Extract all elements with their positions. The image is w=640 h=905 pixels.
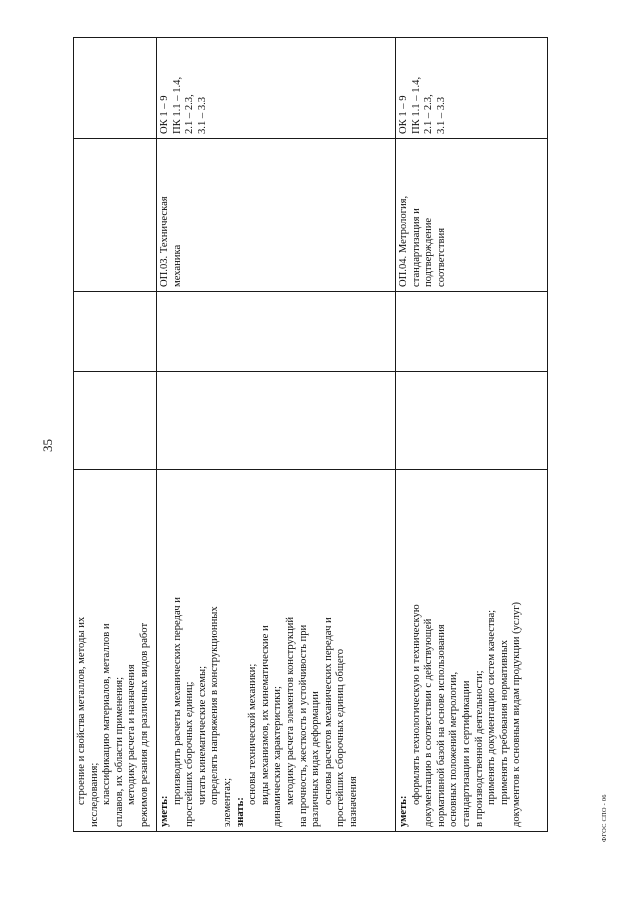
rotated-page: [40, 37, 608, 842]
content-line: основных положений метрологии,: [448, 671, 460, 827]
discipline-cell-row-2: [159, 196, 184, 287]
content-line: на прочность, жесткость и устойчивость при: [297, 624, 309, 827]
content-line: различных видах деформации: [310, 691, 322, 827]
content-line: простейших сборочных единиц общего: [335, 648, 347, 827]
content-line: в производственной деятельности;: [473, 670, 485, 827]
column-divider: [73, 469, 548, 470]
content-line: читать кинематические схемы;: [196, 665, 208, 805]
discipline-line: ОП.04. Метрология,: [398, 195, 409, 287]
footer-code: ФГОС СПО - 06: [601, 794, 608, 842]
content-line: назначения: [347, 776, 359, 827]
row-divider: [395, 37, 396, 832]
content-line: основы технической механики;: [247, 663, 259, 805]
content-line: простейших сборочных единиц;: [184, 681, 196, 827]
discipline-line: стандартизация и: [410, 208, 422, 287]
competence-line: ПК 1.1 – 1.4,: [410, 76, 422, 134]
content-line: режимов резания для различных видов работ: [138, 622, 150, 827]
content-line: методику расчета элементов конструкций: [284, 616, 296, 805]
table-border-bottom: [547, 37, 548, 832]
discipline-line: ОП.03. Техническая: [159, 196, 170, 287]
content-line: нормативной базой на основе использования: [435, 624, 447, 827]
competence-line: 2.1 – 2.3,: [423, 94, 435, 134]
competence-cell-row-3: [398, 77, 448, 134]
row-divider: [156, 37, 157, 832]
competence-line: 3.1 – 3.3: [196, 96, 208, 134]
content-line: методику расчета и назначения: [126, 664, 138, 805]
content-line: основы расчетов механических передач и: [322, 617, 334, 805]
content-line: классификацию материалов, металлов и: [101, 623, 113, 805]
competence-cell-row-2: [159, 77, 209, 134]
discipline-line: соответствия: [435, 227, 447, 287]
skills-heading: уметь:: [398, 795, 409, 827]
content-line: исследования;: [88, 762, 100, 827]
content-line: документов к основным видам продукции (услуг): [511, 601, 523, 827]
content-cell-row-2: [159, 597, 361, 827]
discipline-cell-row-3: [398, 196, 448, 287]
competence-line: 2.1 – 2.3,: [184, 94, 196, 134]
content-cell-row-3: [398, 602, 524, 827]
content-line: динамические характеристики;: [272, 686, 284, 827]
content-line: применять документацию систем качества;: [486, 609, 498, 805]
skills-heading: уметь:: [159, 795, 170, 827]
content-line: применять требования нормативных: [498, 639, 510, 805]
column-divider: [73, 138, 548, 139]
knowledge-heading: знать:: [234, 797, 246, 827]
content-line: элементах;: [221, 777, 233, 827]
content-line: определять напряжения в конструкционных: [209, 606, 221, 805]
content-line: виды механизмов, их кинематические и: [259, 625, 271, 805]
competence-line: 3.1 – 3.3: [435, 96, 447, 134]
column-divider: [73, 371, 548, 372]
content-line: оформлять технологическую и техническую: [410, 604, 422, 805]
competence-line: ПК 1.1 – 1.4,: [171, 76, 183, 134]
competence-line: ОК 1 – 9: [398, 95, 409, 134]
table-border-top: [73, 37, 74, 832]
table-border-right: [73, 37, 548, 38]
page-number: 35: [40, 439, 55, 452]
table-border-left: [73, 831, 548, 832]
content-line: сплавов, их области применения;: [113, 676, 125, 827]
discipline-line: подтверждение: [423, 217, 435, 287]
content-line: производить расчеты механических передач и: [171, 597, 183, 805]
discipline-line: механика: [171, 244, 183, 287]
content-line: документацию в соответствии с действующей: [423, 618, 435, 827]
competence-line: ОК 1 – 9: [159, 95, 170, 134]
content-line: стандартизации и сертификации: [460, 680, 472, 827]
content-line: строение и свойства металлов, методы их: [76, 616, 87, 805]
content-cell-row-1: [76, 617, 152, 827]
column-divider: [73, 291, 548, 292]
